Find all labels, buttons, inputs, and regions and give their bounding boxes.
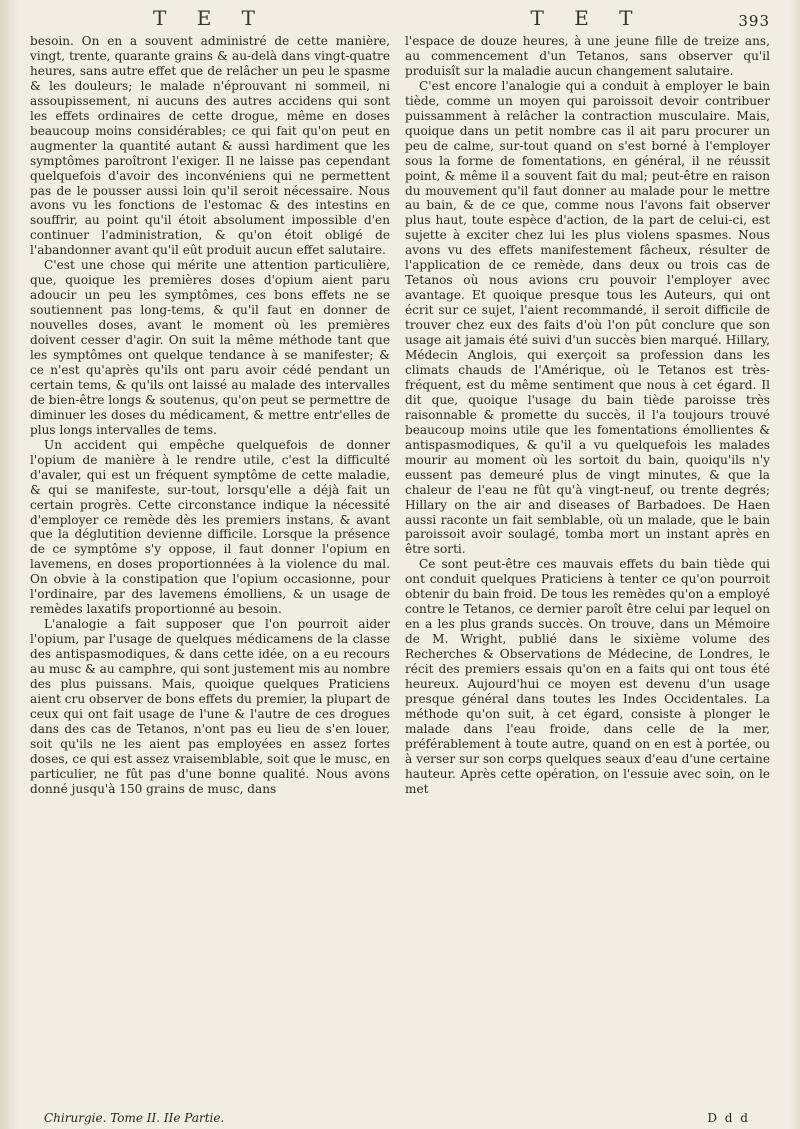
left-page-text (30, 34, 390, 797)
left-paragraph: Un accident qui empêche quelquefois de donner l'opium de manière à le rendre utile, c'est la difficulté d'avaler, qui est un fréquent symptôme de cette maladie, & qui se manifeste, sur-tout, lorsqu'elle a déjà fait un certain progrès. Cette circonstance indique la nécessité d'employer ce remède dès les premiers instans, & avant que la déglutition devienne difficile. Lorsque la présence de ce symptôme s'y oppose, il faut donner l'opium en lavemens, en doses proportionnées à la violence du mal. On obvie à la constipation que l'opium occasionne, pour l'ordinaire, par des lavemens émolliens, & un usage de remèdes laxatifs proportionné au besoin. (30, 437, 390, 617)
right-page (405, 0, 770, 1129)
left-paragraph: besoin. On en a souvent administré de cette manière, vingt, trente, quarante grains & au-delà dans vingt-quatre heures, sans autre effet que de relâcher un peu le spasme & les douleurs; le malade n'éprouvant ni sommeil, ni assoupissement, ni aucuns des autres accidens qui sont les effets ordinaires de cette drogue, même en doses beaucoup moins considérables; ce qui fait qu'on peut en augmenter la quantité autant & aussi hardiment que les symptômes paroîtront l'exiger. Il ne laisse pas cependant quelquefois d'avoir des inconvéniens qui ne permettent pas de le pousser aussi loin qu'il seroit nécessaire. Nous avons vu les fonctions de l'estomac & des intestins en souffrir, au point qu'il étoit absolument impossible d'en continuer l'administration, & qu'on étoit obligé de l'abandonner avant qu'il eût produit aucun effet salutaire. (30, 34, 390, 258)
left-paragraph: C'est une chose qui mérite une attention particulière, que, quoique les premières doses d'opium aient paru adoucir un peu les symptômes, ces bons effets ne se soutiennent pas long-tems, & qu'il faut en donner de nouvelles doses, avant le moment où les premières doivent cesser d'agir. On suit la même méthode tant que les symptômes ont quelque tendance à se manifester; & ce n'est qu'après qu'ils ont paru avoir cédé pendant un certain tems, & qu'ils ont laissé au malade des intervalles de bien-être longs & soutenus, qu'on peut se permettre de diminuer les doses du médicament, & mettre entr'elles de plus longs intervalles de tems. (30, 258, 390, 437)
page-number: 393 (738, 12, 770, 30)
right-running-head: T E T (530, 6, 645, 30)
right-paragraph: l'espace de douze heures, à une jeune fille de treize ans, au commencement d'un Tetanos, sans observer qu'il produisît sur la maladie aucun changement salutaire. (405, 34, 770, 78)
right-paragraph: C'est encore l'analogie qui a conduit à employer le bain tiède, comme un moyen qui paroissoit devoir contribuer puissamment à relâcher la contraction musculaire. Mais, quoique dans un petit nombre cas il ait paru procurer un peu de calme, sur-tout quand on s'est borné à l'employer sous la forme de fomentations, en général, il ne réussit point, & même il a souvent fait du mal; peut-être en raison du mouvement qu'il faut donner au malade pour le mettre au bain, & de ce que, comme nous l'avons fait observer plus haut, toute espèce d'action, de la part de celui-ci, est sujette à exciter chez lui les plus violens spasmes. Nous avons vu des effets manifestement fâcheux, résulter de l'application de ce remède, dans deux ou trois cas de Tetanos où nous avions cru pouvoir l'employer avec avantage. Et quoique presque tous les Auteurs, qui ont écrit sur ce sujet, l'aient recommandé, il seroit difficile de trouver chez eux des faits d'où l'on pût conclure que son usage ait jamais été suivi d'un succès bien marqué. Hillary, Médecin Anglois, qui exerçoit sa profession dans les climats chauds de l'Amérique, où le Tetanos est très-fréquent, est du même sentiment que nous à cet égard. Il dit que, quoique l'usage du bain tiède paroisse très raisonnable & promette du succès, il l'a toujours trouvé beaucoup moins utile que les fomentations émollientes & antispasmodiques, & qu'il a vu quelquefois les malades mourir au moment où les sortoit du bain, quoiqu'ils n'y eussent pas demeuré plus de vingt minutes, & que la chaleur de l'eau ne fût qu'à vingt-neuf, ou trente degrés; Hillary on the air and diseases of Barbadoes. De Haen aussi raconte un fait semblable, où un malade, que le bain paroissoit avoir soulagé, tomba mort un instant après en être sorti. (405, 78, 770, 557)
right-paragraph: Ce sont peut-être ces mauvais effets du bain tiède qui ont conduit quelques Praticiens à tenter ce qu'on pourroit obtenir du bain froid. De tous les remèdes qu'on a employé contre le Tetanos, ce dernier paroît être celui par lequel on en a les plus grands succès. On trouve, dans un Mémoire de M. Wright, publié dans le sixième volume des Recherches & Observations de Médecine, de Londres, le récit des premiers essais qu'on en a faits qui ont tous été heureux. Aujourd'hui ce moyen est devenu d'un usage presque général dans toutes les Indes Occidentales. La méthode qu'on suit, à cet égard, consiste à plonger le malade dans l'eau froide, dans celle de la mer, préférablement à toute autre, quand on en est à portée, ou à verser sur son corps quelques seaux d'eau d'une certaine hauteur. Après cette opération, on l'essuie avec soin, on le met (405, 557, 770, 796)
left-footer: Chirurgie. Tome II. IIe Partie. (44, 1111, 225, 1125)
page-edge-shadow (790, 0, 800, 1129)
left-running-head: T E T (153, 6, 267, 30)
right-page-text (405, 34, 770, 797)
signature-mark: D d d (707, 1111, 750, 1125)
left-page (30, 0, 390, 1129)
left-paragraph: L'analogie a fait supposer que l'on pourroit aider l'opium, par l'usage de quelques médicamens de la classe des antispasmodiques, & dans cette idée, on a eu recours au musc & au camphre, qui sont justement mis au nombre des plus puissans. Mais, quoique quelques Praticiens aient cru observer de bons effets du premier, la plupart de ceux qui ont fait usage de l'une & l'autre de ces drogues dans des cas de Tetanos, n'ont pas eu lieu de s'en louer, soit qu'ils ne les aient pas employées en assez fortes doses, ce qui est assez vraisemblable, soit que le musc, en particulier, ne fût pas d'une bonne qualité. Nous avons donné jusqu'à 150 grains de musc, dans (30, 617, 390, 796)
